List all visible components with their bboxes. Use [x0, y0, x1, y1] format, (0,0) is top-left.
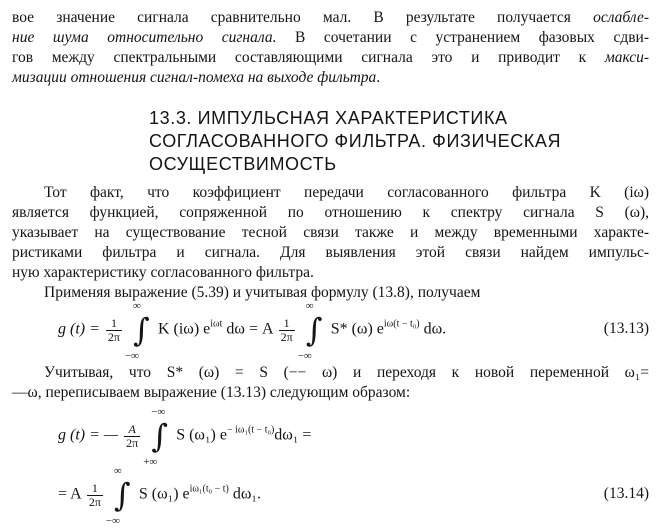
intro-line-4: мизации отношения сигнал-помеха на выходе фильтра.	[12, 69, 381, 86]
equation-number-13-14: (13.14)	[603, 485, 649, 502]
equation-intermediate: g (t) = — $\frac{A}{2\pi}$ −∞ ∫ +∞ S (ω₁) $e^{- i\omega_1(t - t_0)}d\omega_1$ =	[58, 406, 312, 468]
fraction: $\frac{A}{2\pi}$	[126, 421, 139, 450]
integral-sign: −∞ ∫ +∞	[143, 406, 168, 468]
intro-line-1: вое значение сигнала сравнительно мал. В результате получается ослабле-	[12, 9, 649, 26]
section-title-line-2: СОГЛАСОВАННОГО ФИЛЬТРА. ФИЗИЧЕСКАЯ	[149, 131, 562, 151]
para3-line-1: Учитывая, что S* (ω) = S (−− ω) и переходя к новой переменной ω₁=	[44, 364, 649, 381]
intro-line-3: гов между спектральными составляющими сигнала это и приводит к макси-	[12, 49, 649, 66]
section-title-line-3: ОСУЩЕСТВИМОСТЬ	[149, 154, 337, 174]
para3-line-2: —ω, переписываем выражение (13.13) следующим образом:	[12, 384, 411, 401]
para1-line-3: указывает на существование тесной связи также и между временными характе-	[12, 224, 649, 241]
para1-line-4: ристиками фильтра и сигнала. Для выявления этой связи найдем импульс-	[12, 244, 649, 261]
integral-sign: ∞ ∫ −∞	[124, 300, 150, 362]
fraction: $\frac{1}{2\pi}$	[107, 315, 120, 344]
equation-number-13-13: (13.13)	[603, 320, 649, 337]
fraction: $\frac{1}{2\pi}$	[88, 480, 101, 509]
fraction: $\frac{1}{2\pi}$	[280, 315, 293, 344]
equation-13-13: g (t) = $\frac{1}{2\pi}$ ∞ ∫ −∞ K (iω) $e^{i\omega t}$ dω = A $\frac{1}{2\pi}$ ∞ ∫ −∞ S* (ω) $e^{i\omega(t - t_0)}$ dω.	[58, 300, 447, 362]
para2-line: Применяя выражение (5.39) и учитывая формулу (13.8), получаем	[44, 284, 481, 301]
integral-sign: ∞ ∫ −∞	[105, 465, 131, 527]
equation-13-14: = A $\frac{1}{2\pi}$ ∞ ∫ −∞ S (ω₁) $e^{i\omega_1(t_0 - t)}$ dω₁.	[58, 465, 261, 527]
para1-line-2: является функцией, сопряженной по отношению к спектру сигнала S (ω),	[12, 204, 649, 221]
section-title-line-1: 13.3. ИМПУЛЬСНАЯ ХАРАКТЕРИСТИКА	[149, 108, 508, 128]
integral-sign: ∞ ∫ −∞	[297, 300, 323, 362]
para1-line-1: Тот факт, что коэффициент передачи согласованного фильтра K (iω)	[44, 184, 649, 201]
para1-line-5: ную характеристику согласованного фильтра.	[12, 264, 314, 281]
intro-line-2: ние шума относительно сигнала. В сочетании с устранением фазовых сдви-	[12, 29, 649, 46]
